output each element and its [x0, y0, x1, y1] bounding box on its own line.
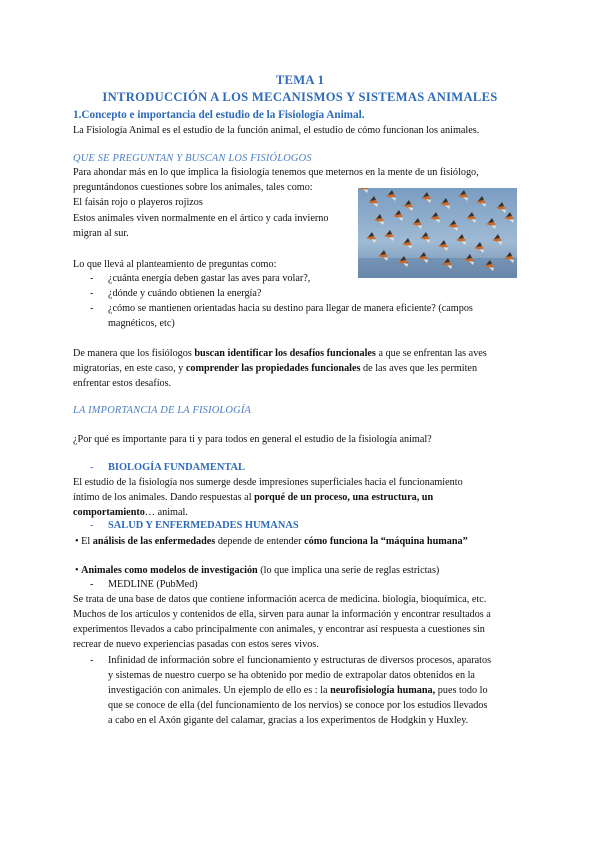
text-line: Para ahondar más en lo que implica la fisiología tenemos que meternos en la mente de un fisiólogo, [73, 167, 479, 178]
subheading-importancia: LA IMPORTANCIA DE LA FISIOLOGÍA [73, 405, 252, 416]
list-item-continued: magnéticos, etc) [108, 318, 175, 329]
list-dash: - [90, 288, 94, 299]
list-item: que se conoce de ella (del funcionamiento de los nervios) se conoce por los estudios llevados [108, 700, 488, 711]
main-title: INTRODUCCIÓN A LOS MECANISMOS Y SISTEMAS ANIMALES [102, 90, 498, 104]
list-item: ¿cómo se mantienen orientadas hacia su destino para llegar de manera eficiente? (campos [108, 303, 473, 314]
text-line: Estos animales viven normalmente en el ártico y cada invierno [73, 213, 329, 224]
question-line: ¿Por qué es importante para ti y para todos en general el estudio de la fisiología animal? [73, 434, 432, 445]
text-line: El faisán rojo o playeros rojizos [73, 197, 203, 208]
list-item: ¿cuánta energía deben gastar las aves para volar?, [108, 273, 311, 284]
subheading-fisiologos: QUE SE PREGUNTAN Y BUSCAN LOS FISIÓLOGOS [73, 153, 312, 164]
bullet-line: • El análisis de las enfermedades depende de entender cómo funciona la “máquina humana” [75, 536, 468, 547]
text-line: recrear de nuevo experiencias pasadas con estos seres vivos. [73, 639, 319, 650]
list-item: investigación con animales. Un ejemplo de ello es : la neurofisiología humana, pues todo lo [108, 685, 488, 696]
intro-paragraph: La Fisiología Animal es el estudio de la función animal, el estudio de cómo funcionan los animales. [73, 125, 480, 136]
section-heading: 1.Concepto e importancia del estudio de la Fisiología Animal. [73, 109, 365, 121]
list-dash: - [90, 655, 94, 666]
bullet-line: • Animales como modelos de investigación (lo que implica una serie de reglas estrictas) [75, 565, 440, 576]
list-item: y sistemas de nuestro cuerpo se ha obtenido por medio de extrapolar datos obtenidos en la [108, 670, 475, 681]
list-item: a cabo en el Axón gigante del calamar, gracias a los experimentos de Hodgkin y Huxley. [108, 715, 469, 726]
subheading-salud: SALUD Y ENFERMEDADES HUMANAS [108, 520, 299, 531]
medline-label: MEDLINE (PubMed) [108, 579, 198, 590]
birds-photo [358, 188, 517, 278]
list-dash: - [90, 462, 94, 473]
subheading-biologia: BIOLOGÍA FUNDAMENTAL [108, 462, 245, 473]
list-dash: - [90, 520, 94, 531]
text-line: migran al sur. [73, 228, 129, 239]
list-item: Infinidad de información sobre el funcionamiento y estructuras de diversos procesos, aparatos [108, 655, 492, 666]
paragraph-line: enfrentar estos desafíos. [73, 378, 172, 389]
list-dash: - [90, 303, 94, 314]
tema-label: TEMA 1 [275, 73, 325, 87]
text-line: Muchos de los artículos y contenidos de ella, sirven para aunar la información y encontrar resultados a [73, 609, 491, 620]
text-line: Se trata de una base de datos que contiene información acerca de medicina. biología, bioquímica, etc. [73, 594, 487, 605]
list-dash: - [90, 273, 94, 284]
paragraph-line: migratorias, en este caso, y comprender las propiedades funcionales de las aves que les permiten [73, 363, 478, 374]
list-dash: - [90, 579, 94, 590]
flock-of-birds-image [358, 188, 517, 278]
text-line: Lo que llevá al planteamiento de preguntas como: [73, 259, 277, 270]
text-line: íntimo de los animales. Dando respuestas al porqué de un proceso, una estructura, un [73, 492, 434, 503]
list-item: ¿dónde y cuándo obtienen la energía? [108, 288, 262, 299]
text-line: preguntándonos cuestiones sobre los animales, tales como: [73, 182, 313, 193]
paragraph-line: De manera que los fisiólogos buscan identificar los desafíos funcionales a que se enfrentan las aves [73, 348, 487, 359]
text-line: experimentos llevados a cabo principalmente con animales, y encontrar así respuesta a cuestiones sin [73, 624, 485, 635]
text-line: El estudio de la fisiología nos sumerge desde impresiones superficiales hacia el funcionamiento [73, 477, 463, 488]
text-line: comportamiento… animal. [73, 507, 188, 518]
